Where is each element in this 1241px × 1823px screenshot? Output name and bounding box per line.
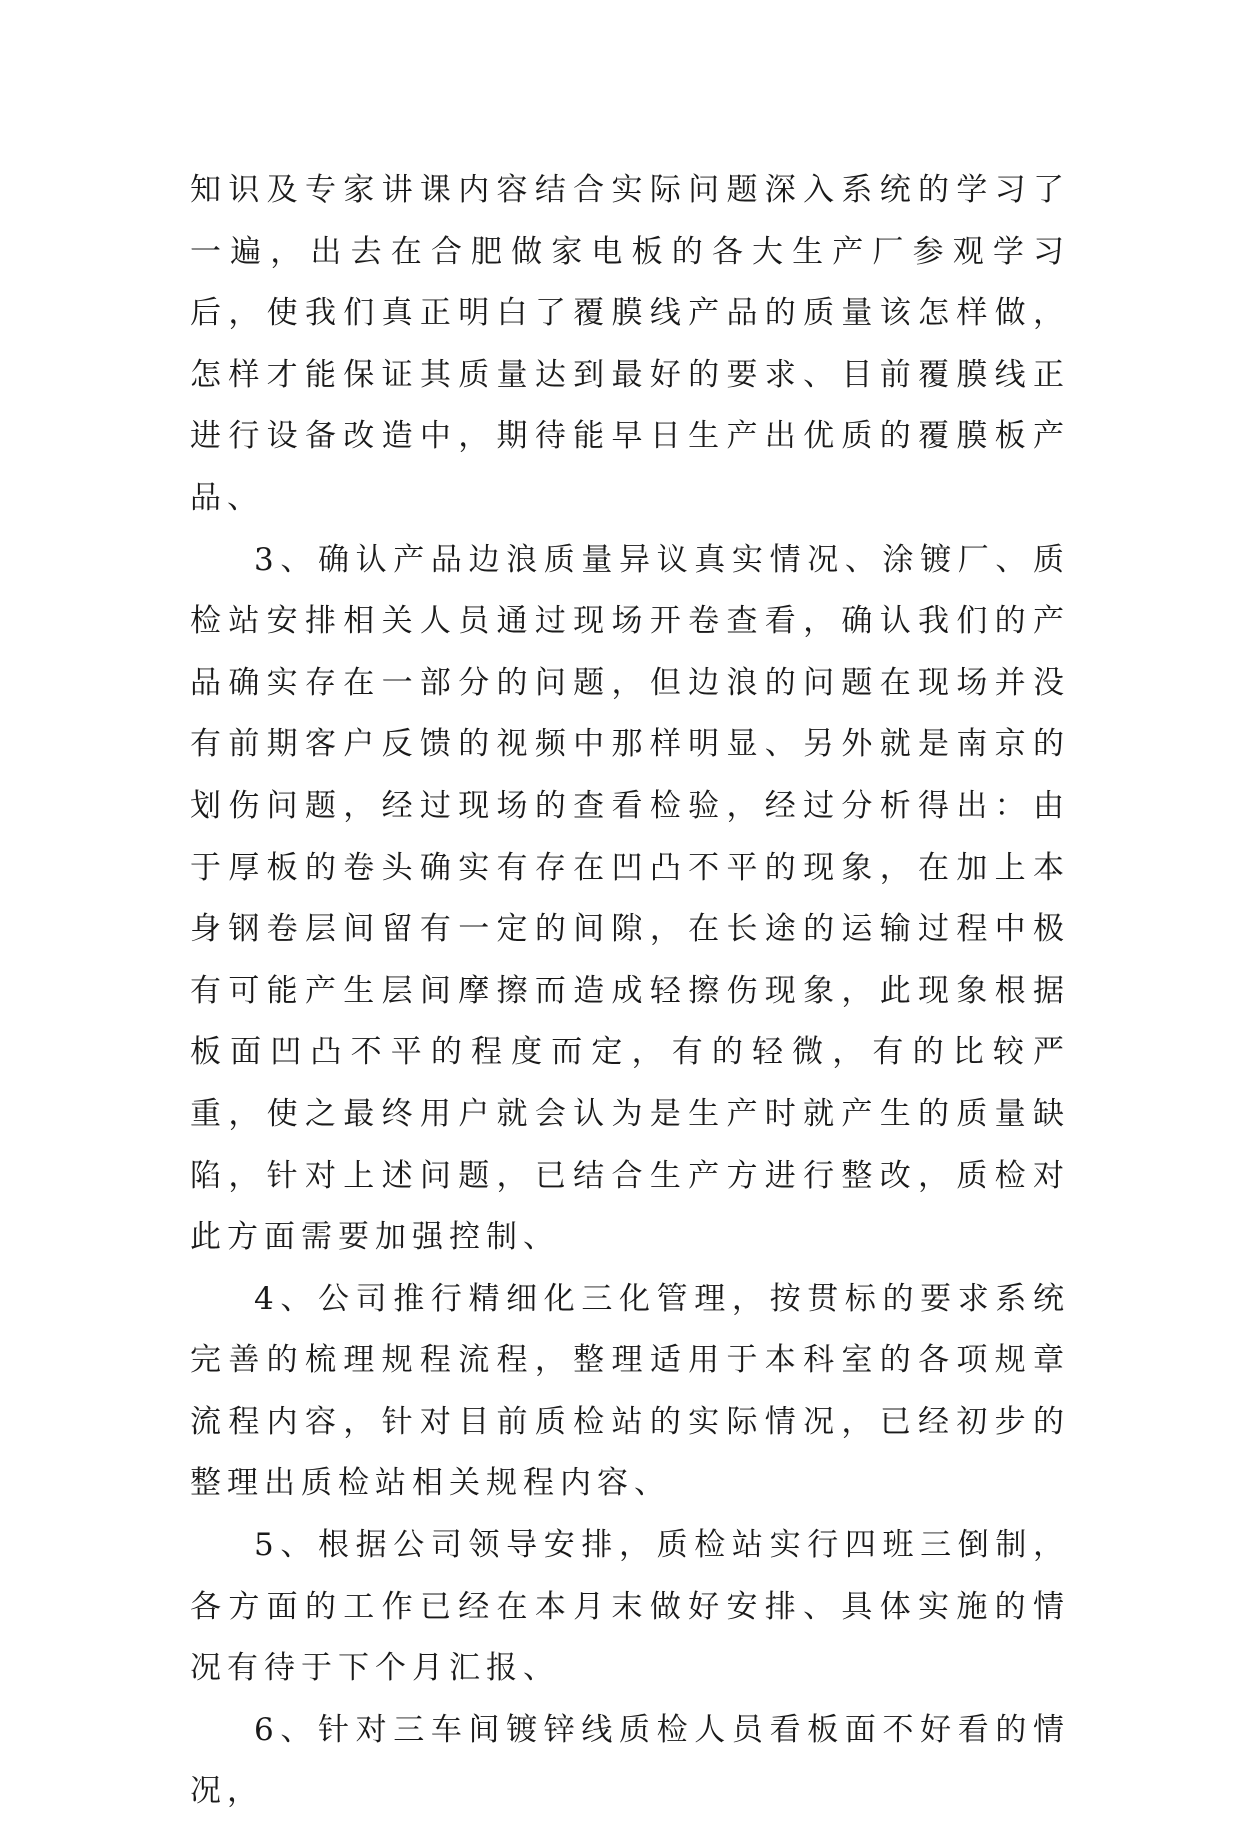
paragraph-item-4: 4、公司推行精细化三化管理，按贯标的要求系统完善的梳理规程流程，整理适用于本科室的各项规章流程内容，针对目前质检站的实际情况，已经初步的整理出质检站相关规程内容、 bbox=[190, 1280, 1070, 1502]
paragraph-item-5: 5、根据公司领导安排，质检站实行四班三倒制，各方面的工作已经在本月末做好安排、具体实施的情况有待于下个月汇报、 bbox=[190, 1527, 1070, 1687]
paragraph-continuation: 知识及专家讲课内容结合实际问题深入系统的学习了一遍，出去在合肥做家电板的各大生产厂参观学习后，使我们真正明白了覆膜线产品的质量该怎样做，怎样才能保证其质量达到最好的要求、目前覆膜线正进行设备改造中，期待能早日生产出优质的覆膜板产品、 bbox=[190, 172, 1070, 516]
paragraph-item-6: 6、针对三车间镀锌线质检人员看板面不好看的情况， bbox=[190, 1711, 1070, 1810]
document-body bbox=[190, 160, 1070, 1823]
paragraph-item-3: 3、确认产品边浪质量异议真实情况、涂镀厂、质检站安排相关人员通过现场开卷查看，确认我们的产品确实存在一部分的问题，但边浪的问题在现场并没有前期客户反馈的视频中那样明显、另外就是南京的划伤问题，经过现场的查看检验，经过分析得出：由于厚板的卷头确实有存在凹凸不平的现象，在加上本身钢卷层间留有一定的间隙，在长途的运输过程中极有可能产生层间摩擦而造成轻擦伤现象，此现象根据板面凹凸不平的程度而定，有的轻微，有的比较严重，使之最终用户就会认为是生产时就产生的质量缺陷，针对上述问题，已结合生产方进行整改，质检对此方面需要加强控制、 bbox=[190, 541, 1070, 1256]
